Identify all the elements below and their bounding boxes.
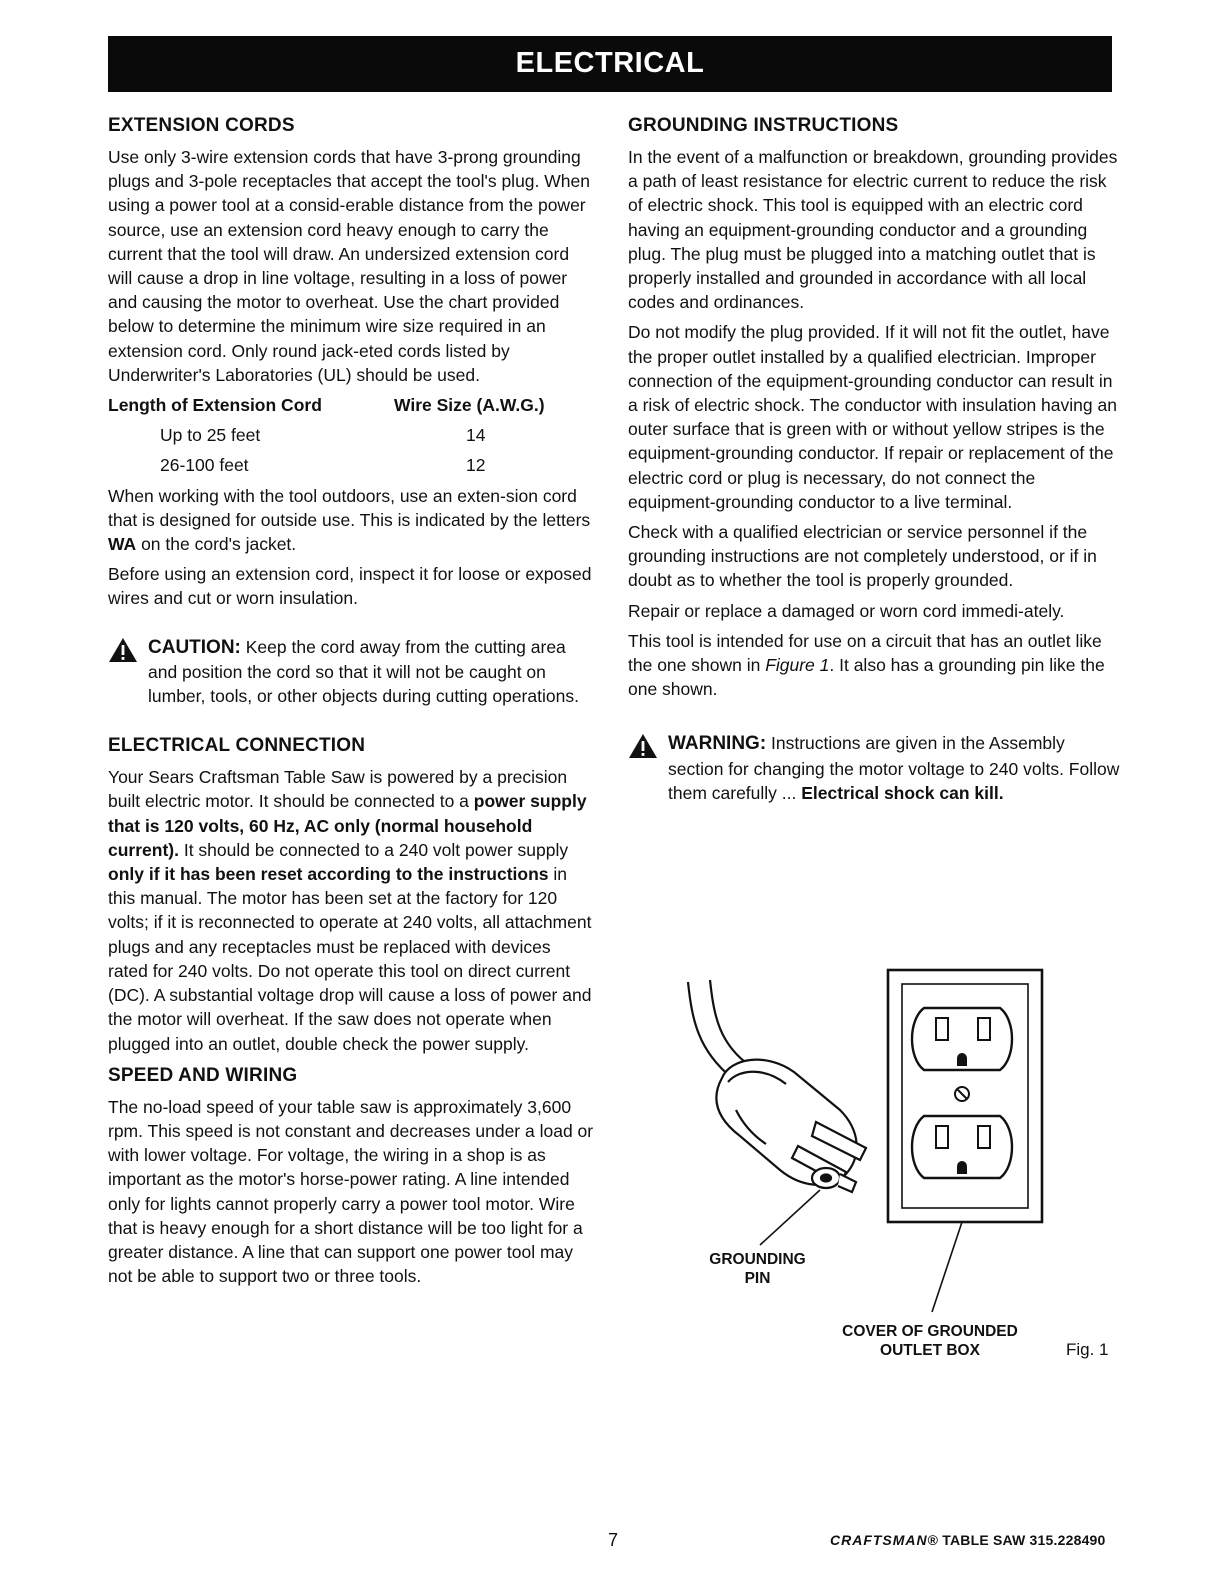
- extension-cords-paragraph-1: Use only 3-wire extension cords that have 3-prong grounding plugs and 3-pole receptacles that accept the tool's plug. When using a power tool at a consid-erable distance from the power source, use an extension cord heavy enough to carry the current that the tool will draw. An undersized extension cord will cause a drop in line voltage, resulting in a loss of power and causing the motor to overheat. Use the chart provided below to determine the minimum wire size required in an extension cord. Only round jack-eted cords listed by Underwriter's Laboratories (UL) should be used.: [108, 147, 590, 385]
- table-col-wire-size: Wire Size (A.W.G.): [394, 395, 545, 416]
- warning-callout: [628, 731, 1120, 805]
- section-banner: ELECTRICAL: [108, 36, 1112, 92]
- page-number: 7: [608, 1530, 619, 1550]
- grounding-heading: GROUNDING INSTRUCTIONS: [628, 115, 899, 136]
- table-cell-size: 14: [466, 425, 486, 446]
- table-row: [108, 423, 594, 447]
- grounding-paragraph-2: Do not modify the plug provided. If it will not fit the outlet, have the proper outlet installed by a qualified electrician. Improper connection of the equipment-grounding conductor can result in a risk of electric shock. The conductor with insulation having an outer surface that is green with or without yellow stripes is the equipment-grounding conductor. If repair or replacement of the electric cord or plug is necessary, do not connect the equipment-grounding conductor to a live terminal.: [628, 322, 1117, 512]
- footer-brand: CRAFTSMAN® TABLE SAW 315.228490: [830, 1532, 1106, 1548]
- grounding-pin-label: GROUNDING PIN: [709, 1251, 806, 1287]
- extension-cords-paragraph-3: Before using an extension cord, inspect it for loose or exposed wires and cut or worn insulation.: [108, 564, 592, 609]
- caution-body: CAUTION: Keep the cord away from the cutting area and position the cord so that it will not be caught on lumber, tools, or other objects during cutting operations.: [148, 636, 579, 707]
- warning-triangle-icon: [108, 635, 148, 709]
- extension-cords-paragraph-2: When working with the tool outdoors, use an exten-sion cord that is designed for outside use. This is indicated by the letters WA on the cord's jacket.: [108, 485, 591, 555]
- warning-label: WARNING:: [668, 733, 767, 755]
- wa-letters: WA: [108, 534, 137, 555]
- table-cell-size: 12: [466, 455, 486, 476]
- table-row: [108, 453, 594, 477]
- figure-caption: Fig. 1: [1066, 1340, 1109, 1359]
- extension-cords-heading: EXTENSION CORDS: [108, 115, 295, 136]
- plug-icon: [716, 1060, 866, 1192]
- figure-1-outlet-illustration: [670, 960, 1120, 1380]
- electrical-connection-paragraph: Your Sears Craftsman Table Saw is powered by a precision built electric motor. It should be connected to a power supply that is 120 volts, 60 Hz, AC only (normal household current). It should be connected to a 240 volt power supply only if it has been reset according to the instructions in this manual. The motor has been set at the factory for 120 volts; if it is reconnected to operate at 240 volts, all attachment plugs and any receptacles must be replaced with devices rated for 240 volts. Do not operate this tool on direct current (DC). A substantial voltage drop will cause a loss of power and the motor will overheat. If the saw does not operate when plugged into an outlet, double check the power supply.: [108, 767, 592, 1054]
- warning-body: WARNING: Instructions are given in the Assembly section for changing the motor voltage to 240 volts. Follow them carefully ... Electrical shock can kill.: [668, 733, 1120, 803]
- outlet-cover-icon: [888, 970, 1042, 1222]
- craftsman-logo: CRAFTSMAN: [830, 1532, 928, 1548]
- caution-callout: [108, 635, 594, 709]
- outlet-box-label: COVER OF GROUNDED OUTLET BOX: [842, 1323, 1018, 1359]
- grounding-paragraph-1: In the event of a malfunction or breakdown, grounding provides a path of least resistance for electric current to reduce the risk of electric shock. This tool is equipped with an electric cord having an equipment-grounding conductor and a grounding plug. The plug must be plugged into a matching outlet that is properly installed and grounded in accordance with all local codes and ordinances.: [628, 147, 1118, 313]
- grounding-paragraph-4: Repair or replace a damaged or worn cord immedi-ately.: [628, 600, 1065, 621]
- grounding-paragraph-3: Check with a qualified electrician or service personnel if the grounding instructions are not completely understood, or if in doubt as to whether the tool is properly grounded.: [628, 522, 1097, 591]
- speed-wiring-heading: SPEED AND WIRING: [108, 1064, 298, 1086]
- plug-and-outlet-drawing: [670, 960, 1120, 1380]
- right-column: [628, 114, 1120, 805]
- left-column: [108, 114, 594, 1294]
- grounding-paragraph-5: This tool is intended for use on a circuit that has an outlet like the one shown in Figure 1. It also has a grounding pin like the one shown.: [628, 630, 1105, 700]
- electrical-connection-heading: ELECTRICAL CONNECTION: [108, 735, 366, 757]
- wire-size-table-header: [108, 393, 594, 417]
- warning-triangle-icon: [628, 731, 668, 805]
- figure-reference: Figure 1: [765, 655, 830, 676]
- table-cell-length: Up to 25 feet: [160, 425, 261, 446]
- product-model: TABLE SAW 315.228490: [942, 1532, 1106, 1548]
- table-cell-length: 26-100 feet: [160, 455, 249, 476]
- caution-label: CAUTION:: [148, 636, 241, 658]
- speed-wiring-paragraph: The no-load speed of your table saw is approximately 3,600 rpm. This speed is not constant and decreases under a load or with lower voltage. For voltage, the wiring in a shop is as important as the motor's horse-power rating. A line intended only for lights cannot properly carry a power tool motor. Wire that is heavy enough for a short distance will be too light for a greater distance. A line that can support one power tool may not be able to support two or three tools.: [108, 1096, 594, 1287]
- table-col-length: Length of Extension Cord: [108, 395, 322, 416]
